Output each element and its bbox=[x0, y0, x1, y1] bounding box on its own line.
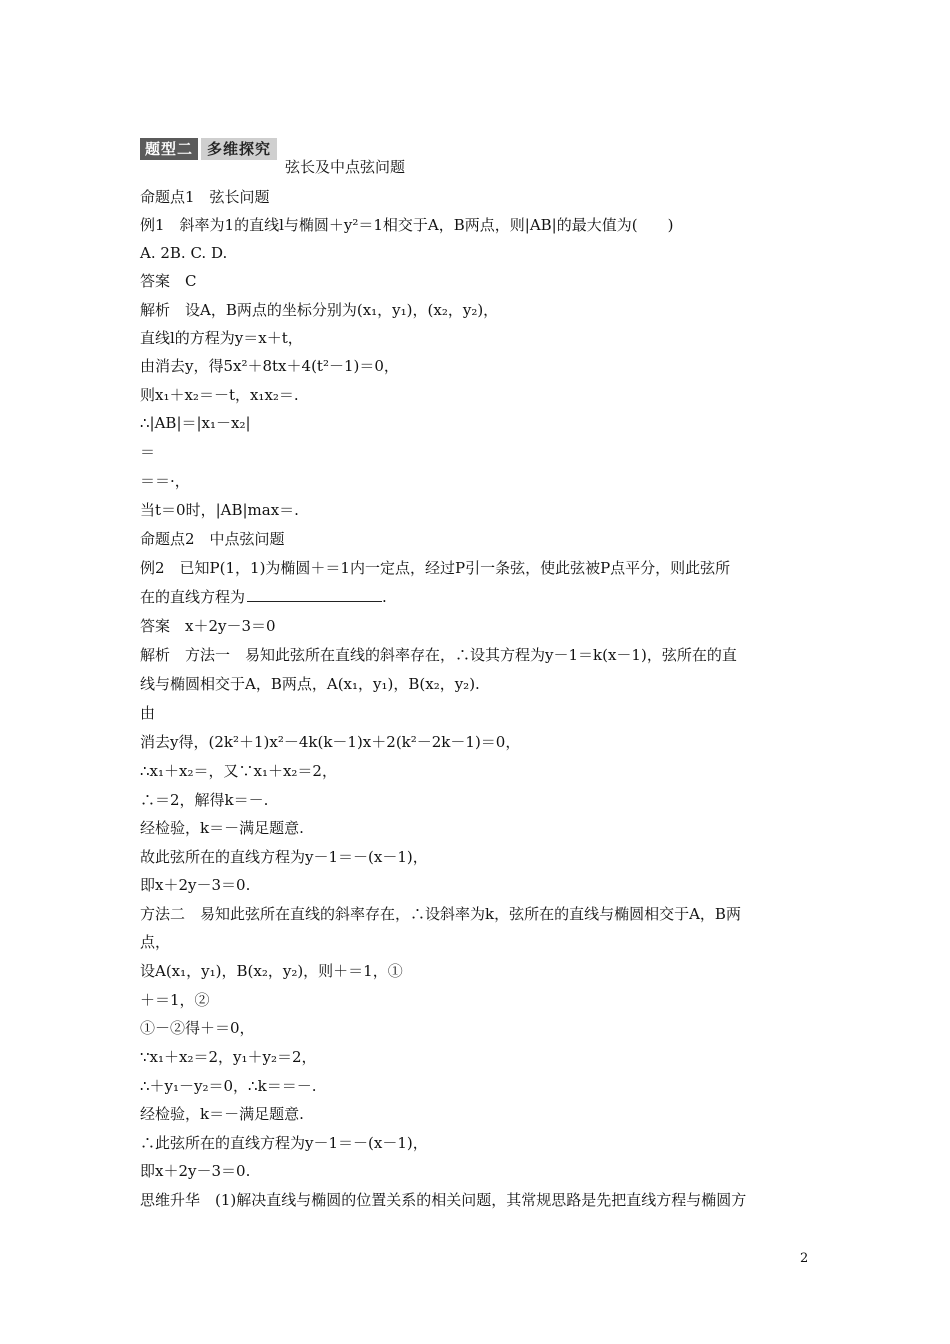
text-line: ∴|AB|＝|x₁－x₂| bbox=[140, 414, 251, 432]
text-line: ∴x₁＋x₂＝，又∵x₁＋x₂＝2， bbox=[140, 762, 337, 780]
text-line: ∵x₁＋x₂＝2，y₁＋y₂＝2， bbox=[140, 1048, 317, 1066]
text-line: 解析 方法一 易知此弦所在直线的斜率存在，∴设其方程为y－1＝k(x－1)，弦所在的直 bbox=[140, 646, 737, 664]
text-line: A. 2B. C. D. bbox=[140, 244, 228, 262]
text-line: 经检验，k＝－满足题意. bbox=[140, 819, 304, 837]
text-line: ∴＝2，解得k＝－. bbox=[140, 791, 269, 809]
topic-title: 弦长及中点弦问题 bbox=[285, 158, 406, 176]
subsection-heading: 命题点1 弦长问题 bbox=[140, 188, 270, 206]
section-banner bbox=[140, 138, 277, 160]
text-line: 点， bbox=[140, 933, 171, 951]
text-line: 故此弦所在的直线方程为y－1＝－(x－1)， bbox=[140, 848, 428, 866]
text-line-lead: 在的直线方程为 bbox=[140, 588, 246, 606]
text-line: 线与椭圆相交于A，B两点，A(x₁，y₁)，B(x₂，y₂). bbox=[140, 675, 480, 693]
text-line: 方法二 易知此弦所在直线的斜率存在，∴设斜率为k，弦所在的直线与椭圆相交于A，B两 bbox=[140, 905, 741, 923]
text-line: 例2 已知P(1，1)为椭圆＋＝1内一定点，经过P引一条弦，使此弦被P点平分，则此弦所 bbox=[140, 559, 731, 577]
text-line: ＋＝1，② bbox=[140, 991, 210, 1009]
text-line: 则x₁＋x₂＝－t，x₁x₂＝. bbox=[140, 386, 299, 404]
text-line bbox=[140, 586, 820, 608]
text-line: 答案 x＋2y－3＝0 bbox=[140, 617, 276, 635]
text-line: ∴此弦所在的直线方程为y－1＝－(x－1)， bbox=[140, 1134, 428, 1152]
text-line: ∴＋y₁－y₂＝0，∴k＝＝－. bbox=[140, 1077, 317, 1095]
text-line: 经检验，k＝－满足题意. bbox=[140, 1105, 304, 1123]
text-line: 解析 设A，B两点的坐标分别为(x₁，y₁)，(x₂，y₂)， bbox=[140, 301, 499, 319]
text-line: 消去y得，(2k²＋1)x²－4k(k－1)x＋2(k²－2k－1)＝0， bbox=[140, 733, 521, 751]
subsection-heading: 命题点2 中点弦问题 bbox=[140, 530, 285, 548]
text-line: ①－②得＋＝0， bbox=[140, 1019, 255, 1037]
text-line: 思维升华 (1)解决直线与椭圆的位置关系的相关问题，其常规思路是先把直线方程与椭圆方 bbox=[140, 1191, 747, 1209]
section-subbadge: 多维探究 bbox=[201, 138, 277, 160]
page-number: 2 bbox=[800, 1251, 809, 1266]
text-line: 即x＋2y－3＝0. bbox=[140, 1162, 251, 1180]
blank-suffix: . bbox=[382, 588, 387, 606]
text-line: 答案 C bbox=[140, 272, 197, 290]
answer-blank bbox=[247, 587, 382, 602]
text-line: 直线l的方程为y＝x＋t， bbox=[140, 329, 303, 347]
text-line: 设A(x₁，y₁)，B(x₂，y₂)，则＋＝1，① bbox=[140, 962, 403, 980]
text-line: ＝＝·， bbox=[140, 472, 190, 490]
text-line: 例1 斜率为1的直线l与椭圆＋y²＝1相交于A，B两点，则|AB|的最大值为( ) bbox=[140, 216, 674, 234]
text-line: 由 bbox=[140, 704, 156, 722]
text-line: 当t＝0时，|AB|max＝. bbox=[140, 501, 299, 519]
text-line: 即x＋2y－3＝0. bbox=[140, 876, 251, 894]
section-badge: 题型二 bbox=[140, 138, 198, 160]
text-line: ＝ bbox=[140, 443, 156, 461]
text-line: 由消去y，得5x²＋8tx＋4(t²－1)＝0， bbox=[140, 357, 399, 375]
